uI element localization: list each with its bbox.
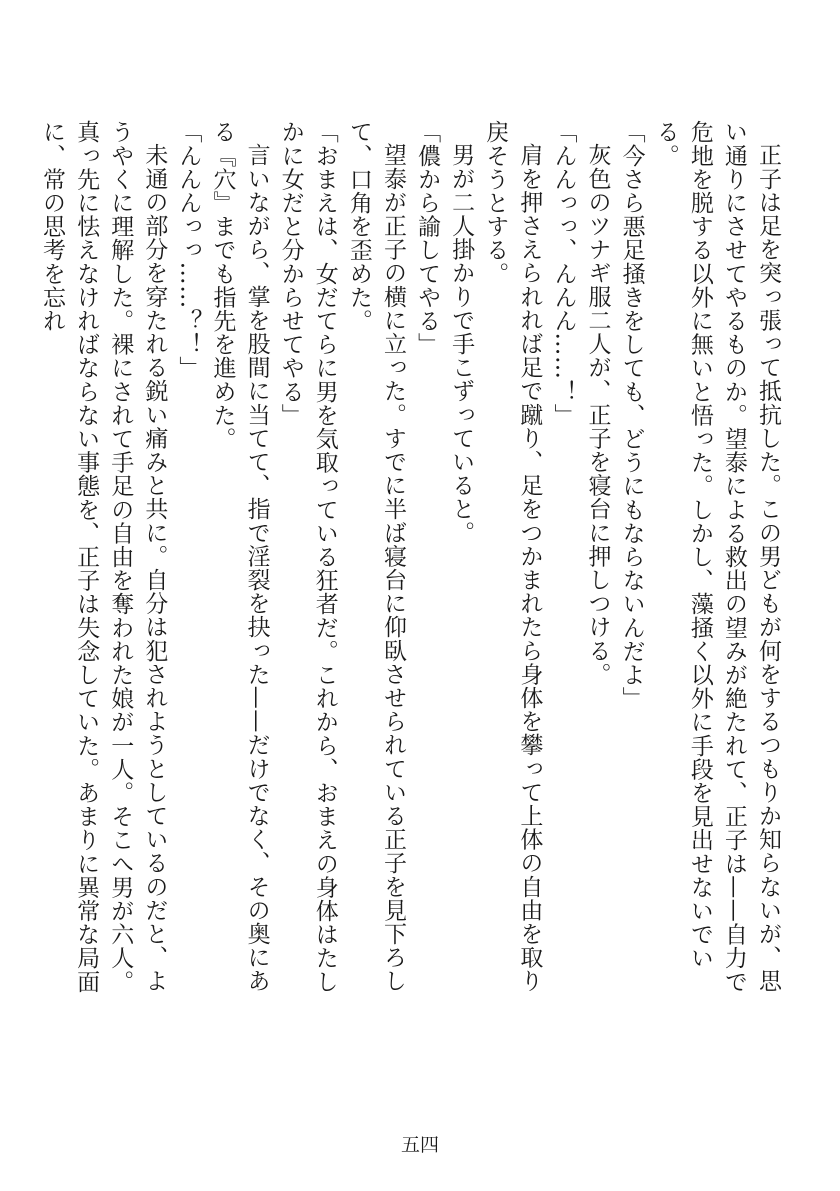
paragraph-4-dialogue: 「んんっっ、んんん……！」 (550, 120, 577, 427)
paragraph-2-dialogue: 「今さら悪足掻きをしても、どうにもならないんだよ」 (618, 120, 645, 710)
vertical-text-body (39, 120, 785, 1010)
page-number: 五四 (400, 1134, 439, 1156)
paragraph-6: 男が二人掛かりで手こずっていると。 (448, 143, 475, 545)
paragraph-11-dialogue: 「んんんっっ……？！」 (175, 120, 202, 380)
paragraph-5: 肩を押さえられれば足で蹴り、足をつかまれたら身体を攀って上体の自由を取り戻そうとする。 (482, 120, 543, 993)
paragraph-12: 未通の部分を穿たれる鋭い痛みと共に。自分は犯されようとしているのだと、ようやくに理解した。裸にされて手足の自由を奪われた娘が一人。そこへ男が六人。真っ先に怯えなければならない事態を、正子は失念していた。あまりに異常な局面に、常の思考を忘れ (39, 120, 168, 994)
paragraph-1: 正子は足を突っ張って抵抗した。この男どもが何をするつもりか知らないが、思い通りにさせてやるものか。望泰による救出の望みが絶たれて、正子は——自力で危地を脱する以外に無いと悟った。しかし、藻掻く以外に手段を見出せないでいる。 (652, 120, 781, 994)
paragraph-10: 言いながら、掌を股間に当てて、指で淫裂を抉った——だけでなく、その奥にある『穴』までも指先を進めた。 (209, 120, 270, 993)
paragraph-8: 望泰が正子の横に立った。すでに半ば寝台に仰臥させられている正子を見下ろして、口角を歪めた。 (345, 120, 406, 993)
paragraph-7-dialogue: 「儂から諭してやる」 (414, 120, 441, 356)
paragraph-9-dialogue: 「おまえは、女だてらに男を気取っている狂者だ。これから、おまえの身体はたしかに女だと分からせてやる」 (277, 120, 338, 994)
paragraph-3: 灰色のツナギ服二人が、正子を寝台に押しつける。 (584, 143, 611, 686)
